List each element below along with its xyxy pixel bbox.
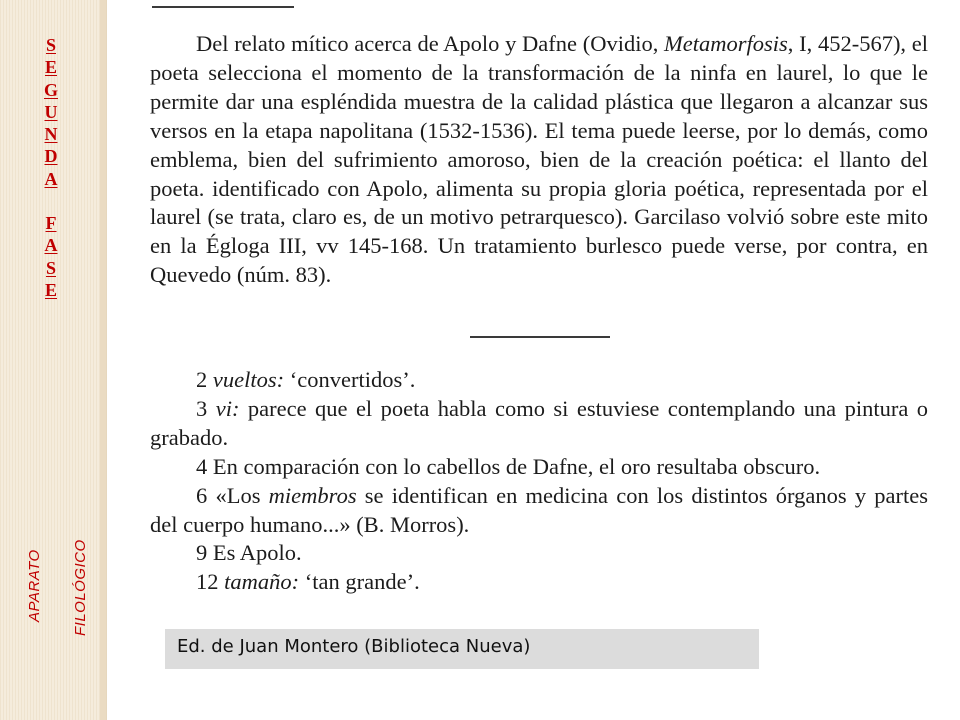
letter: A — [44, 235, 58, 256]
note-item — [150, 395, 928, 453]
segunda-fase-vertical-link[interactable] — [40, 34, 62, 301]
note-term: miembros — [268, 482, 357, 508]
commentary-title: Metamorfosis — [664, 31, 788, 56]
note-item — [150, 366, 928, 395]
note-item — [150, 482, 928, 540]
letter: A — [44, 168, 58, 189]
note-text: Es Apolo. — [212, 540, 302, 566]
note-text: «Los — [215, 482, 269, 508]
letter: E — [44, 57, 57, 78]
letter: D — [44, 146, 58, 167]
letter: N — [44, 124, 58, 145]
letter-gap — [40, 190, 62, 212]
top-divider — [152, 6, 294, 8]
sidebar — [0, 0, 107, 720]
aparato-label: APARATO — [26, 549, 43, 622]
letter: E — [44, 279, 57, 300]
letter: G — [43, 79, 58, 100]
note-text: parece que el poeta habla como si estuviese contemplando una pintura o grabado. — [150, 395, 929, 450]
note-number: 2 — [196, 367, 208, 392]
letter: S — [45, 35, 56, 55]
letter: U — [44, 101, 58, 122]
note-item — [150, 453, 928, 482]
note-item — [150, 568, 928, 597]
commentary-paragraph — [150, 30, 928, 290]
note-number: 9 — [196, 540, 208, 566]
sidebar-stripe — [100, 0, 106, 720]
filologico-label: FILOLÓGICO — [72, 539, 89, 636]
commentary-text-1: Del relato mítico acerca de Apolo y Dafne (Ovidio, — [196, 31, 665, 56]
note-number: 4 — [196, 453, 208, 479]
note-number: 12 — [196, 569, 219, 595]
note-term: vueltos: — [212, 367, 285, 392]
commentary-text-2: , I, 452-567), el poeta selecciona el momento de la transformación de la ninfa en laurel, lo que le permite dar una espléndida muestra de la calidad plástica que llegaron a alcanzar sus versos en la etapa napolitana (1532-1536). El tema puede leerse, por lo demás, como emblema, bien del sufrimiento amoroso, bien de la creación poética: el llanto del poeta. identificado con Apolo, alimenta su propia gloria poética, representada por el laurel (se trata, claro es, de un motivo petrarquesco). Garcilaso volvió sobre este mito en la Égloga III, vv 145-168. Un tratamiento burlesco puede verse, por contra, en Quevedo (núm. 83). — [150, 31, 929, 288]
note-term: tamaño: — [224, 569, 300, 595]
note-text: En comparación con lo cabellos de Dafne, el oro resultaba obscuro. — [212, 453, 821, 479]
letter: F — [45, 213, 57, 234]
note-number: 3 — [196, 395, 208, 421]
source-caption: Ed. de Juan Montero (Biblioteca Nueva) — [165, 629, 759, 669]
note-text: ‘tan grande’. — [299, 569, 420, 595]
notes-list — [150, 366, 928, 597]
note-term: vi: — [215, 395, 240, 421]
middle-divider — [470, 336, 610, 338]
note-number: 6 — [196, 482, 208, 508]
note-text: ‘convertidos’. — [284, 367, 416, 392]
letter: S — [45, 257, 56, 278]
note-item — [150, 539, 928, 568]
note-text: se identifican en medicina con los distintos órganos y partes del cuerpo humano...» (B. Morros). — [150, 482, 929, 537]
